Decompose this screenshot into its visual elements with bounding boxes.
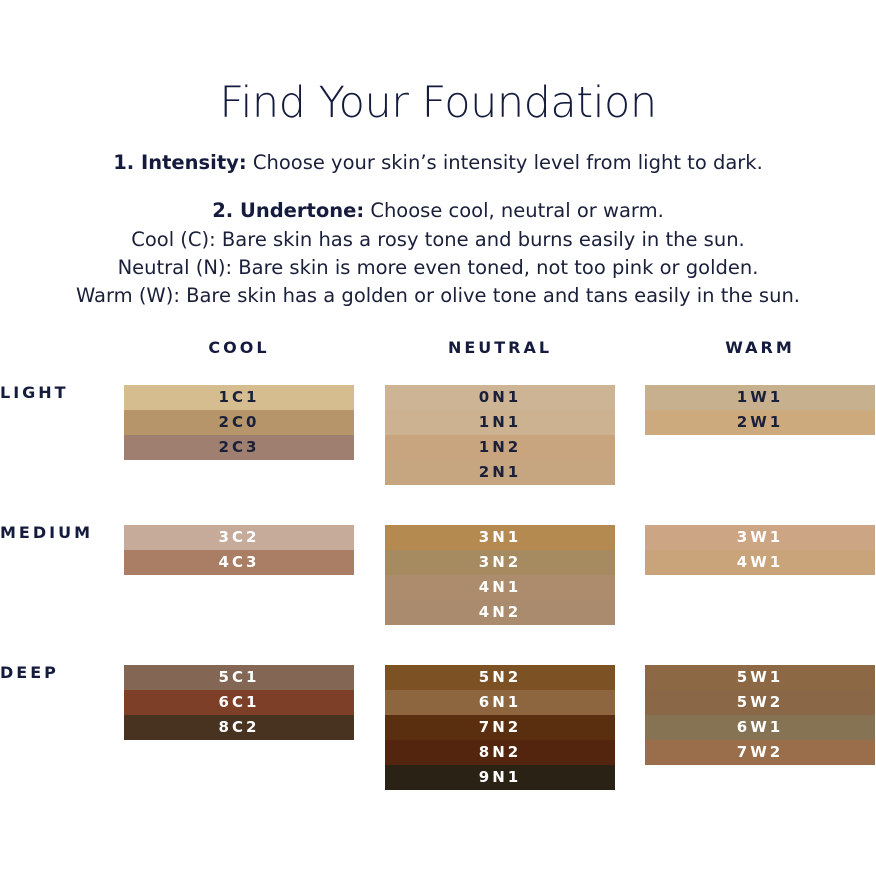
shade-swatch-1n1: 1N1	[385, 410, 615, 435]
shade-group-medium-cool	[124, 525, 354, 575]
shade-group-medium-neutral	[385, 525, 615, 625]
undertone-text: Choose cool, neutral or warm.	[370, 199, 664, 222]
shade-swatch-4w1: 4W1	[645, 550, 875, 575]
shade-group-deep-neutral	[385, 665, 615, 790]
undertone-instruction	[0, 199, 876, 222]
shade-swatch-3c2: 3C2	[124, 525, 354, 550]
shade-swatch-4n2: 4N2	[385, 600, 615, 625]
column-header-cool: COOL	[208, 338, 270, 357]
shade-swatch-5w1: 5W1	[645, 665, 875, 690]
shade-swatch-5c1: 5C1	[124, 665, 354, 690]
shade-swatch-8n2: 8N2	[385, 740, 615, 765]
intensity-label: 1. Intensity:	[113, 151, 247, 174]
shade-swatch-2c3: 2C3	[124, 435, 354, 460]
column-header-warm: WARM	[725, 338, 795, 357]
shade-swatch-4n1: 4N1	[385, 575, 615, 600]
shade-swatch-4c3: 4C3	[124, 550, 354, 575]
shade-swatch-5w2: 5W2	[645, 690, 875, 715]
column-header-neutral: NEUTRAL	[447, 338, 553, 357]
shade-swatch-7n2: 7N2	[385, 715, 615, 740]
row-header-deep: DEEP	[0, 663, 59, 682]
shade-swatch-2n1: 2N1	[385, 460, 615, 485]
row-header-medium: MEDIUM	[0, 523, 93, 542]
shade-group-light-cool	[124, 385, 354, 460]
intensity-text: Choose your skin’s intensity level from light to dark.	[252, 151, 763, 174]
shade-group-light-warm	[645, 385, 875, 435]
shade-swatch-5n2: 5N2	[385, 665, 615, 690]
shade-swatch-3w1: 3W1	[645, 525, 875, 550]
shade-group-medium-warm	[645, 525, 875, 575]
shade-swatch-6n1: 6N1	[385, 690, 615, 715]
shade-swatch-8c2: 8C2	[124, 715, 354, 740]
shade-swatch-6w1: 6W1	[645, 715, 875, 740]
shade-swatch-2c0: 2C0	[124, 410, 354, 435]
shade-swatch-6c1: 6C1	[124, 690, 354, 715]
shade-swatch-3n2: 3N2	[385, 550, 615, 575]
shade-swatch-2w1: 2W1	[645, 410, 875, 435]
shade-group-light-neutral	[385, 385, 615, 485]
warm-description: Warm (W): Bare skin has a golden or olive tone and tans easily in the sun.	[75, 284, 801, 307]
shade-swatch-7w2: 7W2	[645, 740, 875, 765]
intensity-instruction	[0, 151, 876, 174]
undertone-label: 2. Undertone:	[212, 199, 365, 222]
row-header-light: LIGHT	[0, 383, 69, 402]
shade-swatch-1c1: 1C1	[124, 385, 354, 410]
shade-swatch-0n1: 0N1	[385, 385, 615, 410]
shade-swatch-9n1: 9N1	[385, 765, 615, 790]
shade-swatch-3n1: 3N1	[385, 525, 615, 550]
shade-swatch-1w1: 1W1	[645, 385, 875, 410]
page-title: Find Your Foundation	[219, 78, 657, 128]
shade-group-deep-cool	[124, 665, 354, 740]
shade-group-deep-warm	[645, 665, 875, 765]
cool-description: Cool (C): Bare skin has a rosy tone and burns easily in the sun.	[131, 228, 745, 251]
neutral-description: Neutral (N): Bare skin is more even toned, not too pink or golden.	[117, 256, 759, 279]
shade-swatch-1n2: 1N2	[385, 435, 615, 460]
